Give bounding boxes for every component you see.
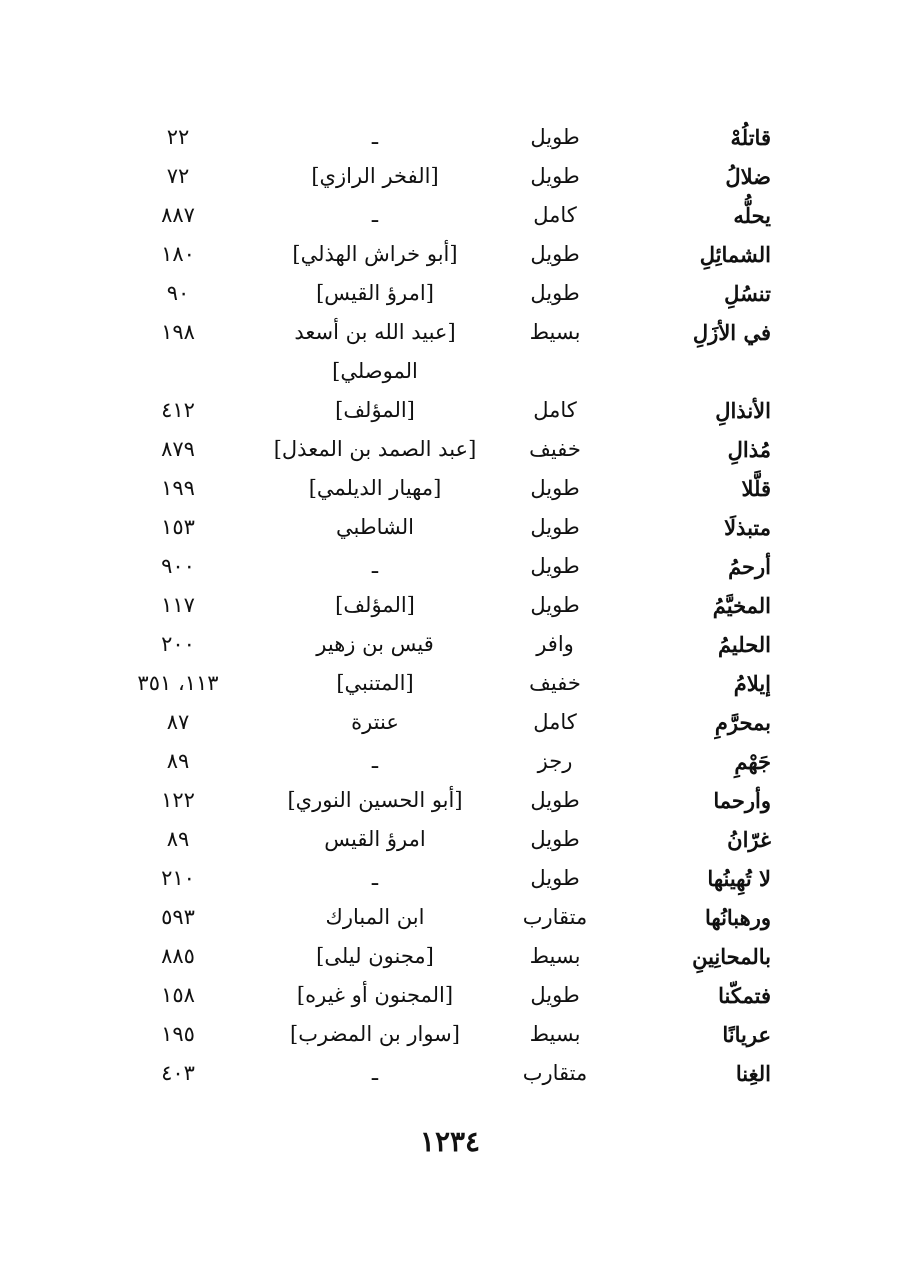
page-reference: ١٢٢: [161, 788, 195, 812]
meter: طويل: [530, 515, 580, 539]
rhyme-word: [601, 352, 771, 391]
page-reference: ٨٨٥: [161, 944, 195, 968]
rhyme-word: الأنذالِ: [715, 398, 771, 423]
page-reference: ٥٩٣: [161, 905, 195, 929]
poet: [امرؤ القيس]: [316, 281, 434, 305]
rhyme-word: غرّانُ: [727, 827, 771, 852]
page-number: ١٢٣٤: [419, 1125, 481, 1158]
rhyme-word: بالمحانِينِ: [692, 944, 771, 969]
meter: وافر: [536, 632, 574, 656]
page-reference: ٩٠: [166, 281, 190, 305]
page-reference: ٨٧: [166, 710, 190, 734]
page-reference: ٤١٢: [161, 398, 195, 422]
table-row: [0, 625, 900, 664]
rhyme-word: قلَّلا: [741, 476, 771, 501]
table-row: [0, 157, 900, 196]
meter: متقارب: [522, 905, 588, 929]
meter: طويل: [530, 281, 580, 305]
rhyme-word: يحلُّه: [733, 203, 771, 228]
table-row: [0, 703, 900, 742]
rhyme-word: الحليمُ: [717, 632, 771, 657]
poet: ابن المبارك: [325, 905, 425, 929]
rhyme-word: الغِنا: [735, 1061, 771, 1086]
poet: ـ: [371, 554, 379, 578]
table-row: [0, 118, 900, 157]
page-reference: ١٥٨: [161, 983, 195, 1007]
meter: بسيط: [529, 320, 581, 344]
page-reference: ٢٢: [166, 125, 190, 149]
table-row: [0, 937, 900, 976]
rhyme-word: تنسُلِ: [724, 281, 771, 306]
poet: عنترة: [351, 710, 399, 734]
table-row: [0, 430, 900, 469]
rhyme-word: في الأزَلِ: [692, 320, 771, 345]
table-row: [0, 235, 900, 274]
page-reference: ٨٩: [166, 827, 190, 851]
table-row: [0, 547, 900, 586]
rhyme-word: مُذالِ: [727, 437, 771, 462]
page-reference: ١١٧: [161, 593, 195, 617]
rhyme-word: إيلامُ: [733, 671, 771, 696]
rhyme-word: أرحمُ: [728, 554, 771, 579]
poet: [أبو الحسين النوري]: [287, 788, 463, 812]
rhyme-word: ورهبانُها: [704, 905, 771, 930]
rhyme-word: متبذلَا: [724, 515, 771, 540]
rhyme-word: قاتلُهْ: [730, 125, 771, 150]
poet: امرؤ القيس: [324, 827, 426, 851]
meter: طويل: [530, 164, 580, 188]
page-reference: ٢١٠: [161, 866, 195, 890]
meter: بسيط: [529, 944, 581, 968]
poet: الشاطبي: [336, 515, 414, 539]
poet: قيس بن زهير: [316, 632, 434, 656]
poet: [مجنون ليلى]: [316, 944, 434, 968]
poet: [عبيد الله بن أسعد: [294, 320, 456, 344]
page-reference: ٨٧٩: [161, 437, 195, 461]
poet: [المؤلف]: [335, 398, 415, 422]
meter: طويل: [530, 476, 580, 500]
poet: ـ: [371, 866, 379, 890]
poet: ـ: [371, 203, 379, 227]
rhyme-word: ضلالُ: [725, 164, 771, 189]
table-row: [0, 820, 900, 859]
rhyme-word: جَهْمِ: [734, 749, 771, 774]
rhyme-word: وأرحما: [713, 788, 771, 813]
poet: الموصلي]: [332, 359, 418, 383]
poet: [المجنون أو غيره]: [296, 983, 454, 1007]
table-row: [0, 391, 900, 430]
page-reference: ١٩٥: [161, 1022, 195, 1046]
meter: طويل: [530, 554, 580, 578]
poet: [أبو خراش الهذلي]: [292, 242, 458, 266]
page-reference: ١٩٩: [161, 476, 195, 500]
table-row: [0, 859, 900, 898]
meter: بسيط: [529, 1022, 581, 1046]
meter: طويل: [530, 593, 580, 617]
table-row: [0, 742, 900, 781]
meter: خفيف: [529, 437, 581, 461]
poet: ـ: [371, 1061, 379, 1085]
meter: طويل: [530, 125, 580, 149]
page-reference: ٩٠٠: [161, 554, 195, 578]
page-reference: ٨٩: [166, 749, 190, 773]
meter: طويل: [530, 827, 580, 851]
page-reference: ١٩٨: [161, 320, 195, 344]
table-row: [0, 1015, 900, 1054]
meter: خفيف: [529, 671, 581, 695]
table-row-continuation: [0, 352, 900, 391]
meter: كامل: [533, 398, 577, 422]
table-row: [0, 274, 900, 313]
meter: كامل: [533, 710, 577, 734]
table-row: [0, 469, 900, 508]
page-reference: [118, 352, 238, 391]
meter: متقارب: [522, 1061, 588, 1085]
meter: طويل: [530, 983, 580, 1007]
poet: ـ: [371, 125, 379, 149]
table-row: [0, 508, 900, 547]
page-reference: ١١٣، ٣٥١: [137, 671, 219, 695]
table-row: [0, 898, 900, 937]
table-row: [0, 1054, 900, 1093]
poet: [المتنبي]: [336, 671, 414, 695]
page-reference: ٨٨٧: [161, 203, 195, 227]
poet: ـ: [371, 749, 379, 773]
table-row: [0, 976, 900, 1015]
page-reference: ١٨٠: [161, 242, 195, 266]
poet: [سوار بن المضرب]: [290, 1022, 460, 1046]
table-row: [0, 664, 900, 703]
table-row: [0, 586, 900, 625]
table-row: [0, 196, 900, 235]
rhyme-word: المخيَّمُ: [712, 593, 771, 618]
page-reference: ٧٢: [166, 164, 190, 188]
table-row: [0, 781, 900, 820]
page-reference: ١٥٣: [161, 515, 195, 539]
rhyme-word: لا تُهِينُها: [707, 866, 771, 891]
poet: [المؤلف]: [335, 593, 415, 617]
rhyme-word: عريانًا: [722, 1022, 771, 1047]
rhyme-word: الشمائِلِ: [699, 242, 771, 267]
rhyme-word: بمحرَّمِ: [714, 710, 771, 735]
poet: [الفخر الرازي]: [311, 164, 439, 188]
meter: طويل: [530, 866, 580, 890]
verse-index-table: [0, 118, 900, 1093]
page-reference: ٢٠٠: [161, 632, 195, 656]
meter: كامل: [533, 203, 577, 227]
poet: [مهيار الديلمي]: [308, 476, 442, 500]
meter: [505, 352, 605, 391]
poet: [عبد الصمد بن المعذل]: [273, 437, 477, 461]
meter: طويل: [530, 788, 580, 812]
rhyme-word: فتمكّنا: [718, 983, 771, 1008]
table-row: [0, 313, 900, 352]
meter: رجز: [537, 749, 573, 773]
page-reference: ٤٠٣: [161, 1061, 195, 1085]
meter: طويل: [530, 242, 580, 266]
